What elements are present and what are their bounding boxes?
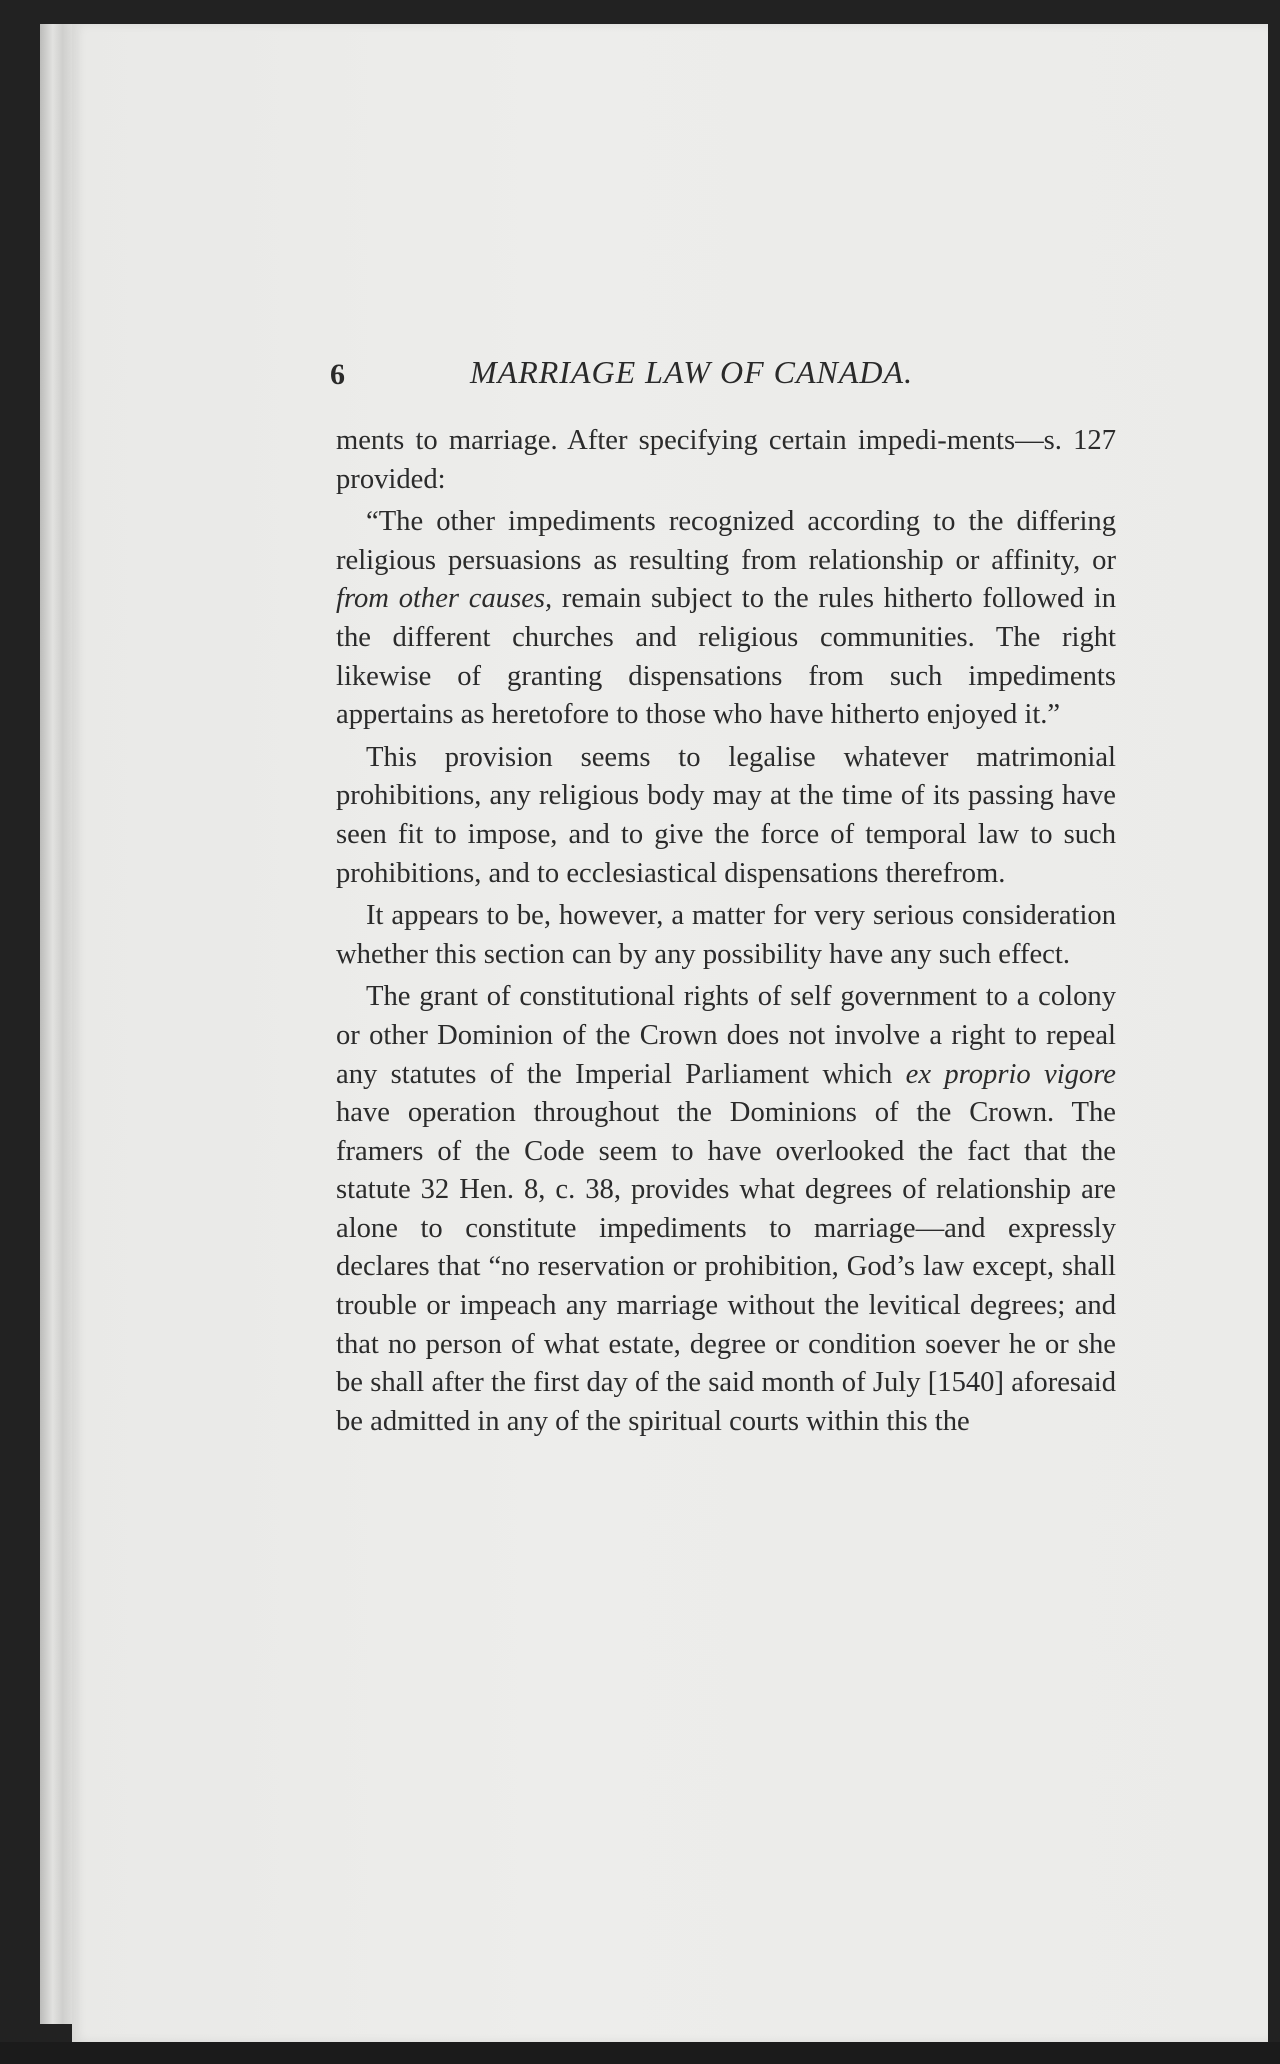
paragraph-5-text-start: The grant of constitutional rights of self government to a colony or other Dominion of the Crown does not involve a right to repeal any statutes of the Imperial Parliament which	[336, 981, 1116, 1090]
paragraph-3: This provision seems to legalise whatever matrimonial prohibitions, any religious body may at the time of its passing have seen fit to impose, and to give the force of temporal law to such prohibitions, and to ecclesiastical dispensations therefrom.	[336, 741, 1116, 889]
paragraph-2-italic: from other causes,	[336, 583, 553, 615]
page-number: 6	[330, 358, 345, 391]
running-title: MARRIAGE LAW OF CANADA.	[470, 354, 914, 390]
body-text	[336, 422, 1116, 1445]
paragraph-4: It appears to be, however, a matter for very serious consideration whether this section can by any possibility have any such effect.	[336, 900, 1116, 970]
page-edge	[40, 24, 72, 2024]
paragraph-5	[336, 978, 1116, 1441]
paragraph-5-italic: ex proprio vigore	[905, 1058, 1116, 1090]
scanner-bottom-band	[0, 2042, 1280, 2064]
paragraph-2-text-end: remain subject to the rules hitherto followed in the different churches and religious communities. The right likewise of granting dispensations from such impediments appertains as heretofore to those who have hitherto enjoyed it.”	[336, 583, 1116, 731]
paragraph-2-text-start: “The other impediments recognized according to the differing religious persuasions as resulting from relationship or affinity, or	[336, 506, 1116, 576]
running-head	[330, 354, 1120, 398]
paragraph-5-text-end: have operation throughout the Dominions of the Crown. The framers of the Code seem to have overlooked the fact that the statute 32 Hen. 8, c. 38, provides what degrees of relationship are alone to constitute impediments to marriage—and expressly declares that “no reservation or prohibition, God’s law except, shall trouble or impeach any marriage without the levitical degrees; and that no person of what estate, degree or condition soever he or she be shall after the first day of the said month of July [1540] aforesaid be admitted in any of the spiritual courts within this the	[336, 1097, 1116, 1437]
paragraph-2-quotation	[336, 503, 1116, 735]
paragraph-1: ments to marriage. After specifying certain impedi-ments—s. 127 provided:	[336, 425, 1116, 495]
